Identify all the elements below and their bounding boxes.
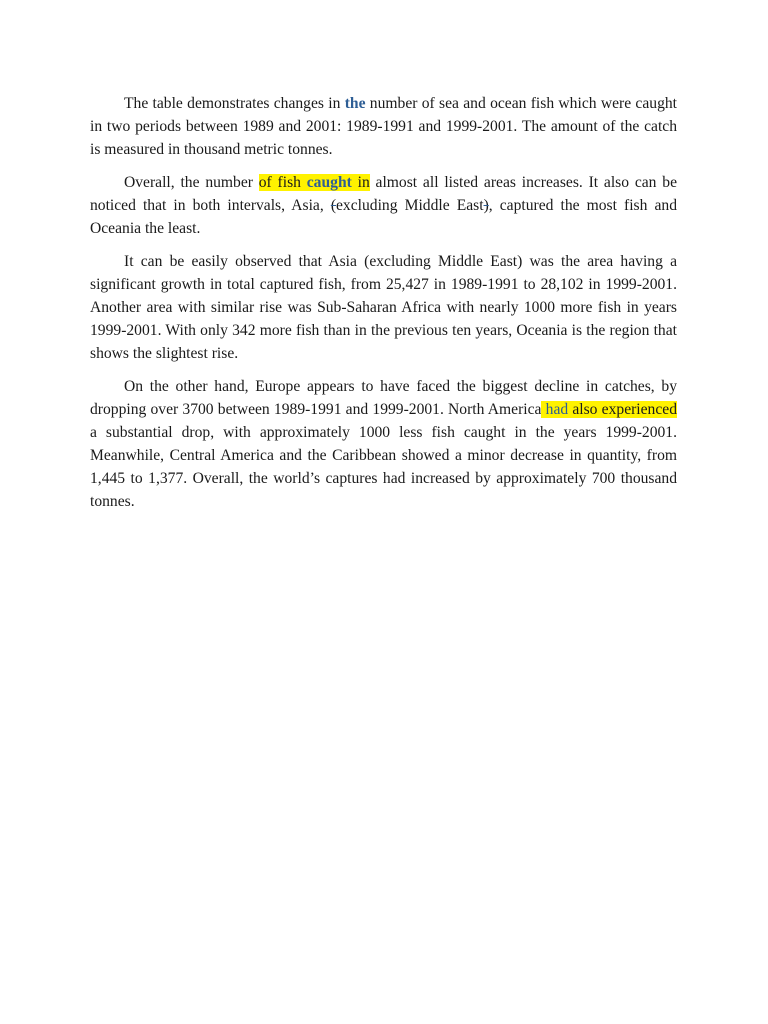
- highlighted-inserted-word: had: [541, 401, 569, 418]
- paragraph-2: [90, 171, 677, 240]
- paragraph-1: [90, 92, 677, 161]
- deleted-paren-open: (: [330, 197, 337, 214]
- paragraph-3-text: It can be easily observed that Asia (excluding Middle East) was the area having a significant growth in total captured fish, from 25,427 in 1989-1991 to 28,102 in 1999-2001. Another area with similar rise was Sub-Saharan Africa with nearly 1000 more fish in years 1999-2001. With only 342 more fish than in the previous ten years, Oceania is the region that shows the slightest rise.: [90, 253, 677, 362]
- document-page: [90, 92, 677, 523]
- inserted-word: the: [344, 95, 366, 112]
- paragraph-4-text-a: On the other hand, Europe appears to have faced the biggest decline in catches, by dropping over 3700 between 1989-1991 and 1999-2001. North America: [90, 378, 677, 418]
- paragraph-1-text-c: number of sea and ocean fish which were caught in two periods between 1989 and 2001: 1989-1991 and 1999-2001. The amount of the catch is measured in thousand metric tonnes.: [90, 95, 678, 158]
- paragraph-1-text-a: The table demonstrates changes in: [124, 95, 345, 112]
- highlighted-text: also experienced: [568, 401, 677, 418]
- paragraph-4-text-b: a substantial drop, with approximately 1000 less fish caught in the years 1999-2001. Meanwhile, Central America and the Caribbean showed a minor decrease in quantity, from 1,445 to 1,377. Overall, the world’s captures had increased by approximately 700 thousand tonnes.: [90, 424, 677, 510]
- highlighted-inserted-word: caught: [306, 174, 352, 191]
- highlighted-text: of fish: [258, 174, 307, 191]
- paragraph-4: [90, 375, 677, 513]
- paragraph-2-text-c: excluding Middle East: [336, 197, 484, 214]
- deleted-paren-close: ): [483, 197, 489, 214]
- paragraph-2-text-a: Overall, the number: [124, 174, 259, 191]
- paragraph-2-text-b: almost all listed areas increases. It also can be noticed that in both intervals, Asia,: [90, 174, 677, 214]
- paragraph-3: [90, 250, 677, 365]
- highlighted-text: in: [351, 174, 370, 191]
- paragraph-2-text-e: , captured the most fish and Oceania the least.: [90, 197, 678, 237]
